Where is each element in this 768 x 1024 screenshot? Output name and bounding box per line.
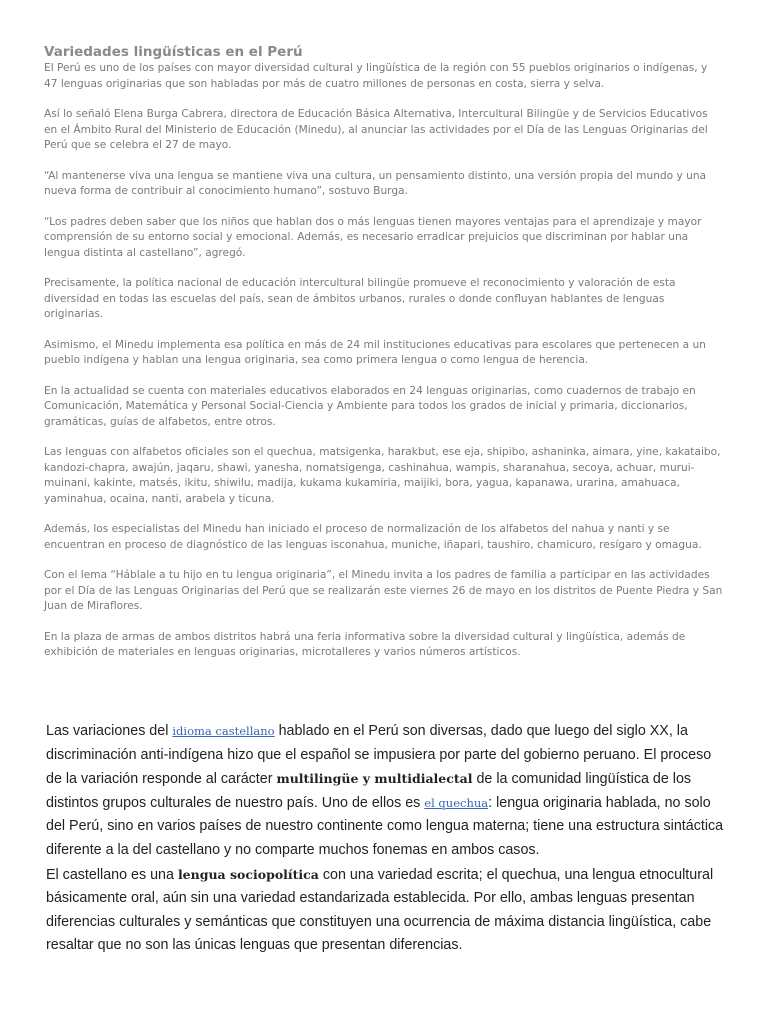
essay-bold-term: multilingüe y multidialectal — [276, 771, 473, 787]
article-paragraph-5: Precisamente, la política nacional de educación intercultural bilingüe promueve el reconocimiento y valoración de esta diversidad en todas las escuelas del país, sean de ámbitos urbanos, rurales o donde confluyan hablantes de lenguas originarias. — [44, 277, 676, 320]
essay-text: de la comunidad lingüística de los distintos grupos culturales de nuestro país. Uno de ellos es — [46, 771, 692, 811]
essay-bold-term: lengua sociopolítica — [177, 866, 319, 882]
article-paragraph-10: Con el lema “Háblale a tu hijo en tu lengua originaria”, el Minedu invita a los padres de familia a participar en las actividades por el Día de las Lenguas Originarias del Perú que se realizarán este viernes 26 de mayo en los distritos de Puente Piedra y San Juan de Miraflores. — [44, 569, 723, 612]
article-paragraph-1: El Perú es uno de los países con mayor diversidad cultural y lingüística de la región con 55 pueblos originarios o indígenas, y 47 lenguas originarias que son habladas por más de cuatro millones de personas en costa, sierra y selva. — [44, 62, 708, 90]
el-quechua-link[interactable]: el quechua — [424, 795, 489, 810]
article-paragraph-4: “Los padres deben saber que los niños que hablan dos o más lenguas tienen mayores ventajas para el aprendizaje y mayor comprensión de su entorno social y emocional. Además, es necesario erradicar prejuicios que discriminan por hablar una lengua distinta al castellano”, agregó. — [44, 215, 702, 259]
essay-text: : lengua originaria hablada, no solo del Perú, sino en varios países de nuestro continente como lengua materna; tiene una estructura sintáctica diferente a la del castellano y no comparte muchos fonemas en ambos casos. — [46, 794, 724, 858]
essay-paragraph-1 — [46, 720, 726, 863]
essay-text: Las variaciones del — [46, 723, 173, 739]
idioma-castellano-link[interactable]: idioma castellano — [172, 724, 275, 738]
essay-text: hablado en el Perú son diversas, dado que luego del siglo XX, la discriminación anti-indígena hizo que el español se impusiera por parte del gobierno peruano. El proceso de la variación responde al carácter — [46, 723, 712, 788]
article-paragraph-11: En la plaza de armas de ambos distritos habrá una feria informativa sobre la diversidad cultural y lingüística, además de exhibición de materiales en lenguas originarias, microtalleres y varios números artísticos. — [44, 630, 686, 658]
article-paragraph-3: “Al mantenerse viva una lengua se mantiene viva una cultura, un pensamiento distinto, una versión propia del mundo y una nueva forma de contribuir al conocimiento humano”, sostuvo Burga. — [44, 169, 707, 197]
article-paragraph-2: Así lo señaló Elena Burga Cabrera, directora de Educación Básica Alternativa, Intercultural Bilingüe y de Servicios Educativos en el Ámbito Rural del Ministerio de Educación (Minedu), al anunciar las actividades por el Día de las Lenguas Originarias del Perú que se celebra el 27 de mayo. — [44, 108, 708, 151]
essay-paragraph-2 — [46, 863, 726, 958]
article-title: Variedades lingüísticas en el Perú — [44, 44, 303, 60]
article-paragraph-8: Las lenguas con alfabetos oficiales son el quechua, matsigenka, harakbut, ese eja, shipibo, ashaninka, aimara, yine, kakataibo, kandozi-chapra, awajún, jaqaru, shawi, yanesha, nomatsigenga, cashinahua, wampis, sharanahua, secoya, achuar, murui-muinani, kakinte, matsés, ikitu, shiwilu, madija, kukama kukamiria, maijiki, bora, yagua, kapanawa, urarina, amahuaca, yaminahua, ocaina, nanti, arabela y ticuna. — [44, 446, 721, 505]
essay-section — [46, 720, 726, 958]
essay-text: con una variedad escrita; el quechua, una lengua etnocultural básicamente oral, aún sin una variedad estandarizada establecida. Por ello, ambas lenguas presentan diferencias culturales y semánticas que constituyen una ocurrencia de máxima distancia lingüística, cabe resaltar que no son las únicas lenguas que presentan diferencias. — [46, 866, 714, 954]
essay-text: El castellano es una — [46, 866, 178, 883]
article-paragraph-6: Asimismo, el Minedu implementa esa política en más de 24 mil instituciones educativas para escolares que pertenecen a un pueblo indígena y hablan una lengua originaria, sea como primera lengua o como lengua de herencia. — [44, 338, 706, 366]
article-paragraph-7: En la actualidad se cuenta con materiales educativos elaborados en 24 lenguas originarias, como cuadernos de trabajo en Comunicación, Matemática y Personal Social-Ciencia y Ambiente para todos los grados de inicial y primaria, diccionarios, gramáticas, guías de alfabetos, entre otros. — [44, 384, 696, 428]
article — [44, 44, 724, 676]
article-paragraph-9: Además, los especialistas del Minedu han iniciado el proceso de normalización de los alfabetos del nahua y nanti y se encuentran en proceso de diagnóstico de las lenguas isconahua, muniche, iñapari, taushiro, chamicuro, resígaro y omagua. — [44, 523, 702, 551]
